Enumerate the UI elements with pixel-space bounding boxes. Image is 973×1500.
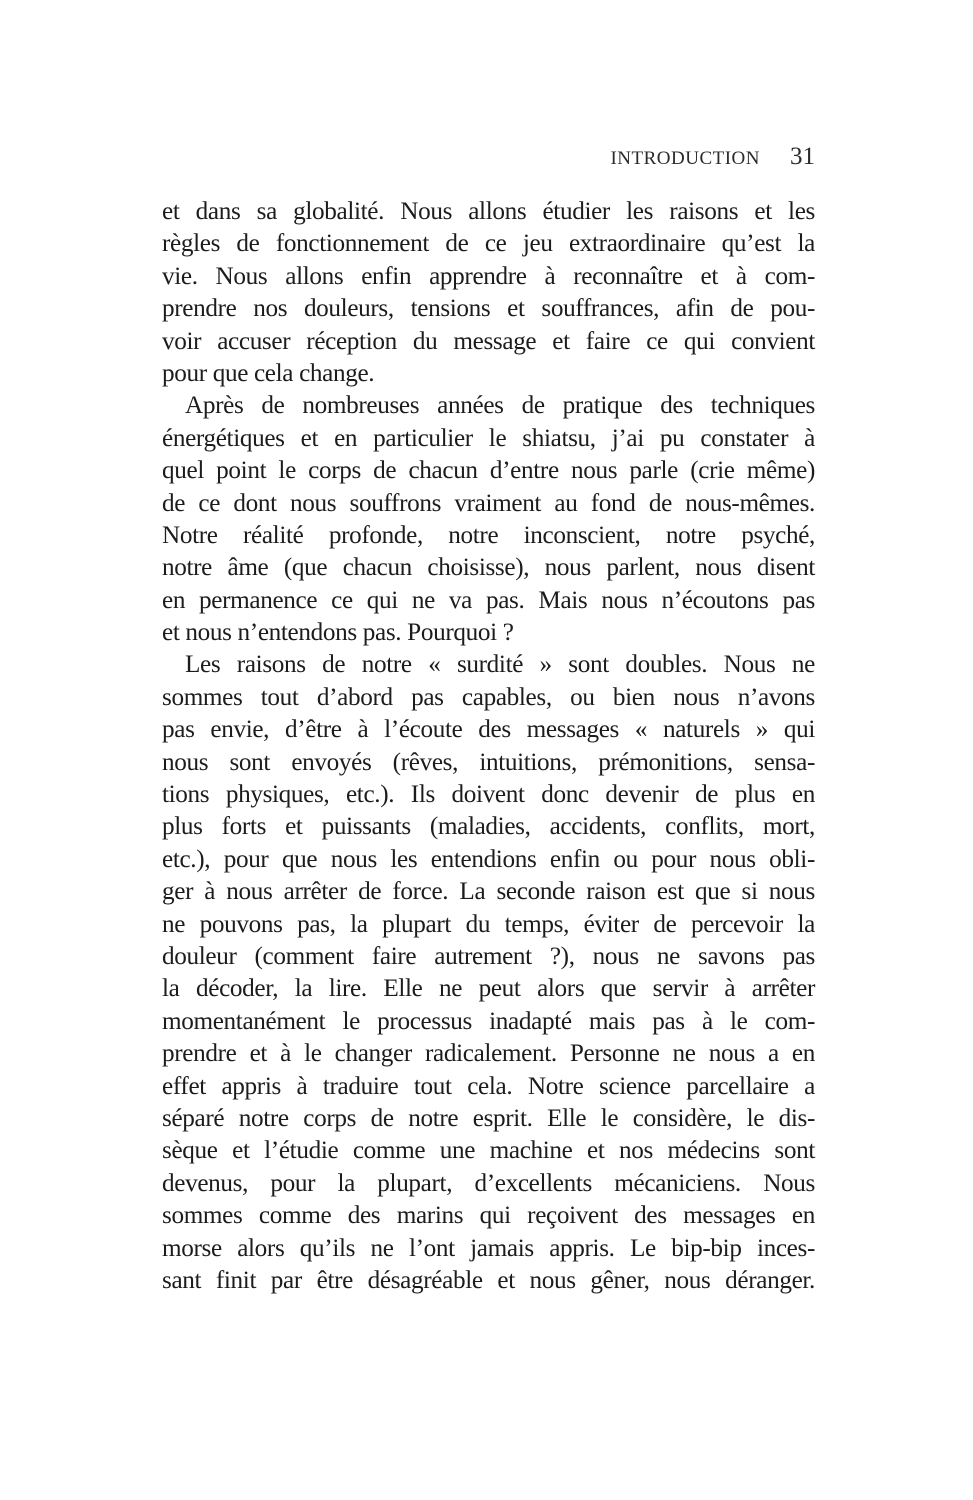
text-line: prendre nos douleurs, tensions et souffrances, afin de pou-: [162, 295, 815, 323]
text-line: ger à nous arrêter de force. La seconde raison est que si nous: [162, 878, 815, 906]
text-line: voir accuser réception du message et faire ce qui convient: [162, 327, 815, 355]
text-line: effet appris à traduire tout cela. Notre science parcellaire a: [162, 1072, 815, 1100]
text-line: plus forts et puissants (maladies, accidents, conflits, mort,: [162, 813, 815, 841]
paragraph: [162, 649, 815, 1297]
text-line: douleur (comment faire autrement ?), nous ne savons pas: [162, 942, 815, 970]
body-text: [162, 196, 815, 1297]
text-line: de ce dont nous souffrons vraiment au fond de nous-mêmes.: [162, 489, 815, 517]
text-line: devenus, pour la plupart, d’excellents mécaniciens. Nous: [162, 1169, 815, 1197]
text-line: prendre et à le changer radicalement. Personne ne nous a en: [162, 1040, 815, 1068]
text-line: pas envie, d’être à l’écoute des messages « naturels » qui: [162, 716, 815, 744]
text-line: en permanence ce qui ne va pas. Mais nous n’écoutons pas: [162, 586, 815, 614]
text-line: et nous n’entendons pas. Pourquoi ?: [162, 619, 514, 647]
text-line: vie. Nous allons enfin apprendre à reconnaître et à com-: [162, 262, 815, 290]
paragraph: [162, 196, 815, 390]
text-line: Les raisons de notre « surdité » sont doubles. Nous ne: [185, 651, 815, 679]
page-number: 31: [790, 143, 815, 170]
text-line: pour que cela change.: [162, 359, 375, 387]
text-line: sommes tout d’abord pas capables, ou bien nous n’avons: [162, 683, 815, 711]
text-line: sommes comme des marins qui reçoivent des messages en: [162, 1202, 815, 1230]
text-line: momentanément le processus inadapté mais pas à le com-: [162, 1007, 815, 1035]
text-line: et dans sa globalité. Nous allons étudier les raisons et les: [162, 198, 815, 225]
text-line: tions physiques, etc.). Ils doivent donc devenir de plus en: [162, 781, 815, 809]
text-line: énergétiques et en particulier le shiatsu, j’ai pu constater à: [162, 424, 815, 452]
text-line: ne pouvons pas, la plupart du temps, éviter de percevoir la: [162, 910, 815, 938]
text-line: règles de fonctionnement de ce jeu extraordinaire qu’est la: [162, 230, 815, 258]
running-header: [610, 143, 815, 173]
text-line: morse alors qu’ils ne l’ont jamais appris. Le bip-bip inces-: [162, 1234, 815, 1262]
text-line: notre âme (que chacun choisisse), nous parlent, nous disent: [162, 554, 815, 582]
text-line: la décoder, la lire. Elle ne peut alors que servir à arrêter: [162, 975, 815, 1003]
running-title: INTRODUCTION: [610, 148, 760, 169]
text-line: quel point le corps de chacun d’entre nous parle (crie même): [162, 457, 815, 485]
paragraph: [162, 390, 815, 649]
text-line: nous sont envoyés (rêves, intuitions, prémonitions, sensa-: [162, 748, 815, 776]
text-line: séparé notre corps de notre esprit. Elle le considère, le dis-: [162, 1104, 815, 1132]
text-line: sant finit par être désagréable et nous gêner, nous déranger.: [162, 1266, 815, 1294]
text-line: sèque et l’étudie comme une machine et nos médecins sont: [162, 1137, 815, 1165]
text-line: Après de nombreuses années de pratique des techniques: [185, 392, 815, 420]
text-line: etc.), pour que nous les entendions enfin ou pour nous obli-: [162, 845, 815, 873]
text-line: Notre réalité profonde, notre inconscient, notre psyché,: [162, 521, 815, 549]
